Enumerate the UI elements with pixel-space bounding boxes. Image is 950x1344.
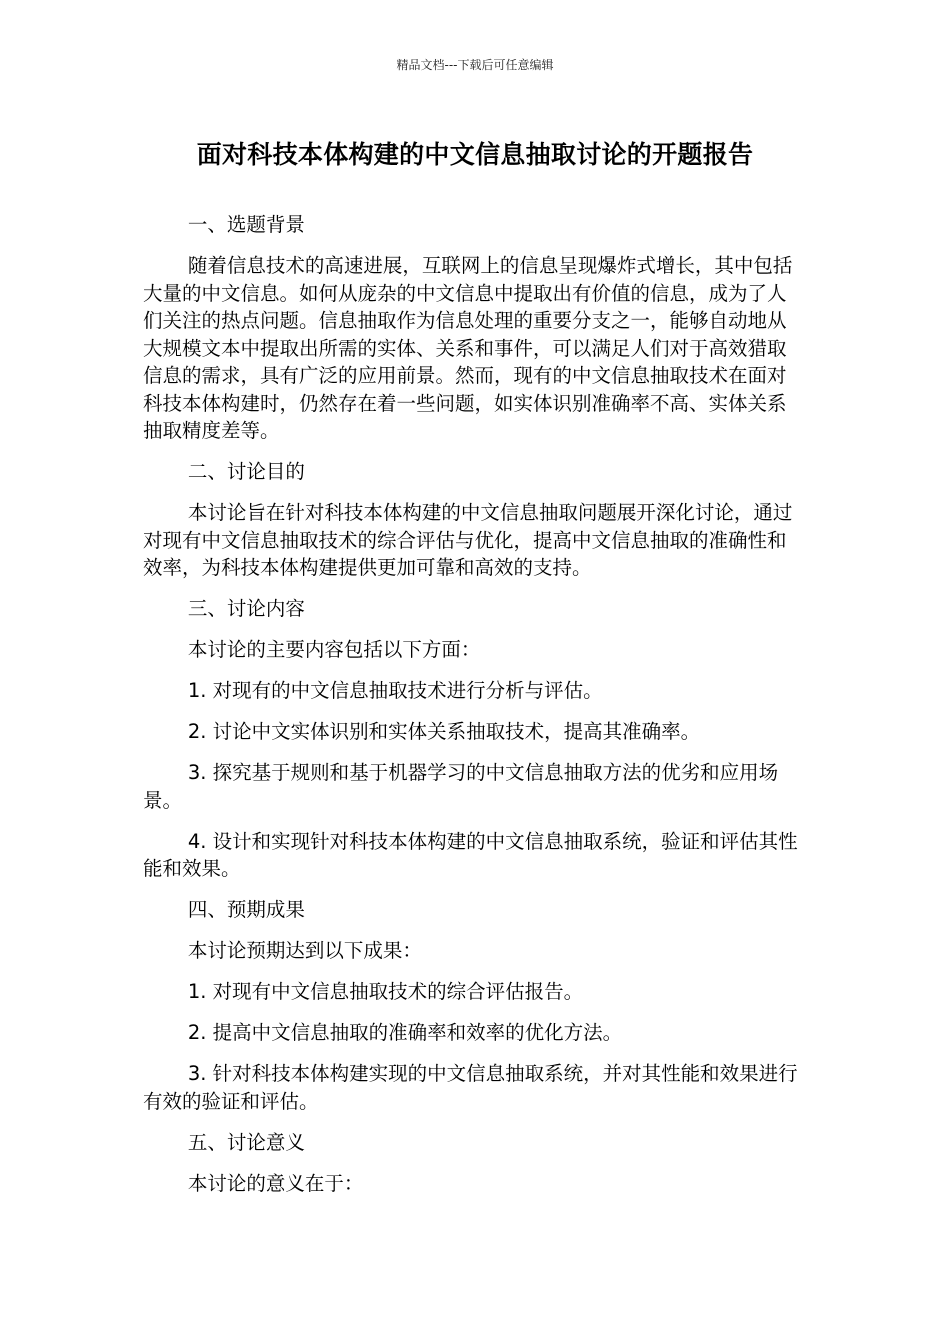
paragraph-purpose: 本讨论旨在针对科技本体构建的中文信息抽取问题展开深化讨论，通过对现有中文信息抽取技术的综合评估与优化，提高中文信息抽取的准确性和效率，为科技本体构建提供更加可靠和高效的支持。 — [143, 501, 793, 579]
paragraph-background: 随着信息技术的高速进展，互联网上的信息呈现爆炸式增长，其中包括大量的中文信息。如何从庞杂的中文信息中提取出有价值的信息，成为了人们关注的热点问题。信息抽取作为信息处理的重要分支之一，能够自动地从大规模文本中提取出所需的实体、关系和事件，可以满足人们对于高效猎取信息的需求，具有广泛的应用前景。然而，现有的中文信息抽取技术在面对科技本体构建时，仍然存在着一些问题，如实体识别准确率不高、实体关系抽取精度差等。 — [143, 254, 793, 442]
list-item: 4. 设计和实现针对科技本体构建的中文信息抽取系统，验证和评估其性能和效果。 — [143, 829, 798, 880]
list-item: 1. 对现有的中文信息抽取技术进行分析与评估。 — [187, 679, 603, 702]
header-note: 精品文档---下载后可任意编辑 — [396, 58, 554, 72]
section-heading-background: 一、选题背景 — [187, 213, 305, 236]
section-heading-content: 三、讨论内容 — [187, 597, 305, 620]
paragraph-content-intro: 本讨论的主要内容包括以下方面： — [187, 638, 481, 661]
document-body — [143, 211, 803, 1211]
paragraph-outcomes-intro: 本讨论预期达到以下成果： — [187, 939, 422, 962]
list-item: 2. 讨论中文实体识别和实体关系抽取技术，提高其准确率。 — [187, 720, 701, 743]
paragraph-significance-intro: 本讨论的意义在于： — [187, 1171, 364, 1195]
section-heading-outcomes: 四、预期成果 — [187, 898, 305, 921]
list-item: 3. 探究基于规则和基于机器学习的中文信息抽取方法的优劣和应用场景。 — [143, 761, 779, 812]
section-heading-significance: 五、讨论意义 — [187, 1130, 305, 1154]
list-item: 3. 针对科技本体构建实现的中文信息抽取系统，并对其性能和效果进行有效的验证和评估。 — [143, 1062, 798, 1113]
list-item: 1. 对现有中文信息抽取技术的综合评估报告。 — [187, 980, 584, 1003]
document-title: 面对科技本体构建的中文信息抽取讨论的开题报告 — [196, 140, 754, 169]
section-heading-purpose: 二、讨论目的 — [187, 460, 305, 483]
list-item: 2. 提高中文信息抽取的准确率和效率的优化方法。 — [187, 1021, 623, 1044]
